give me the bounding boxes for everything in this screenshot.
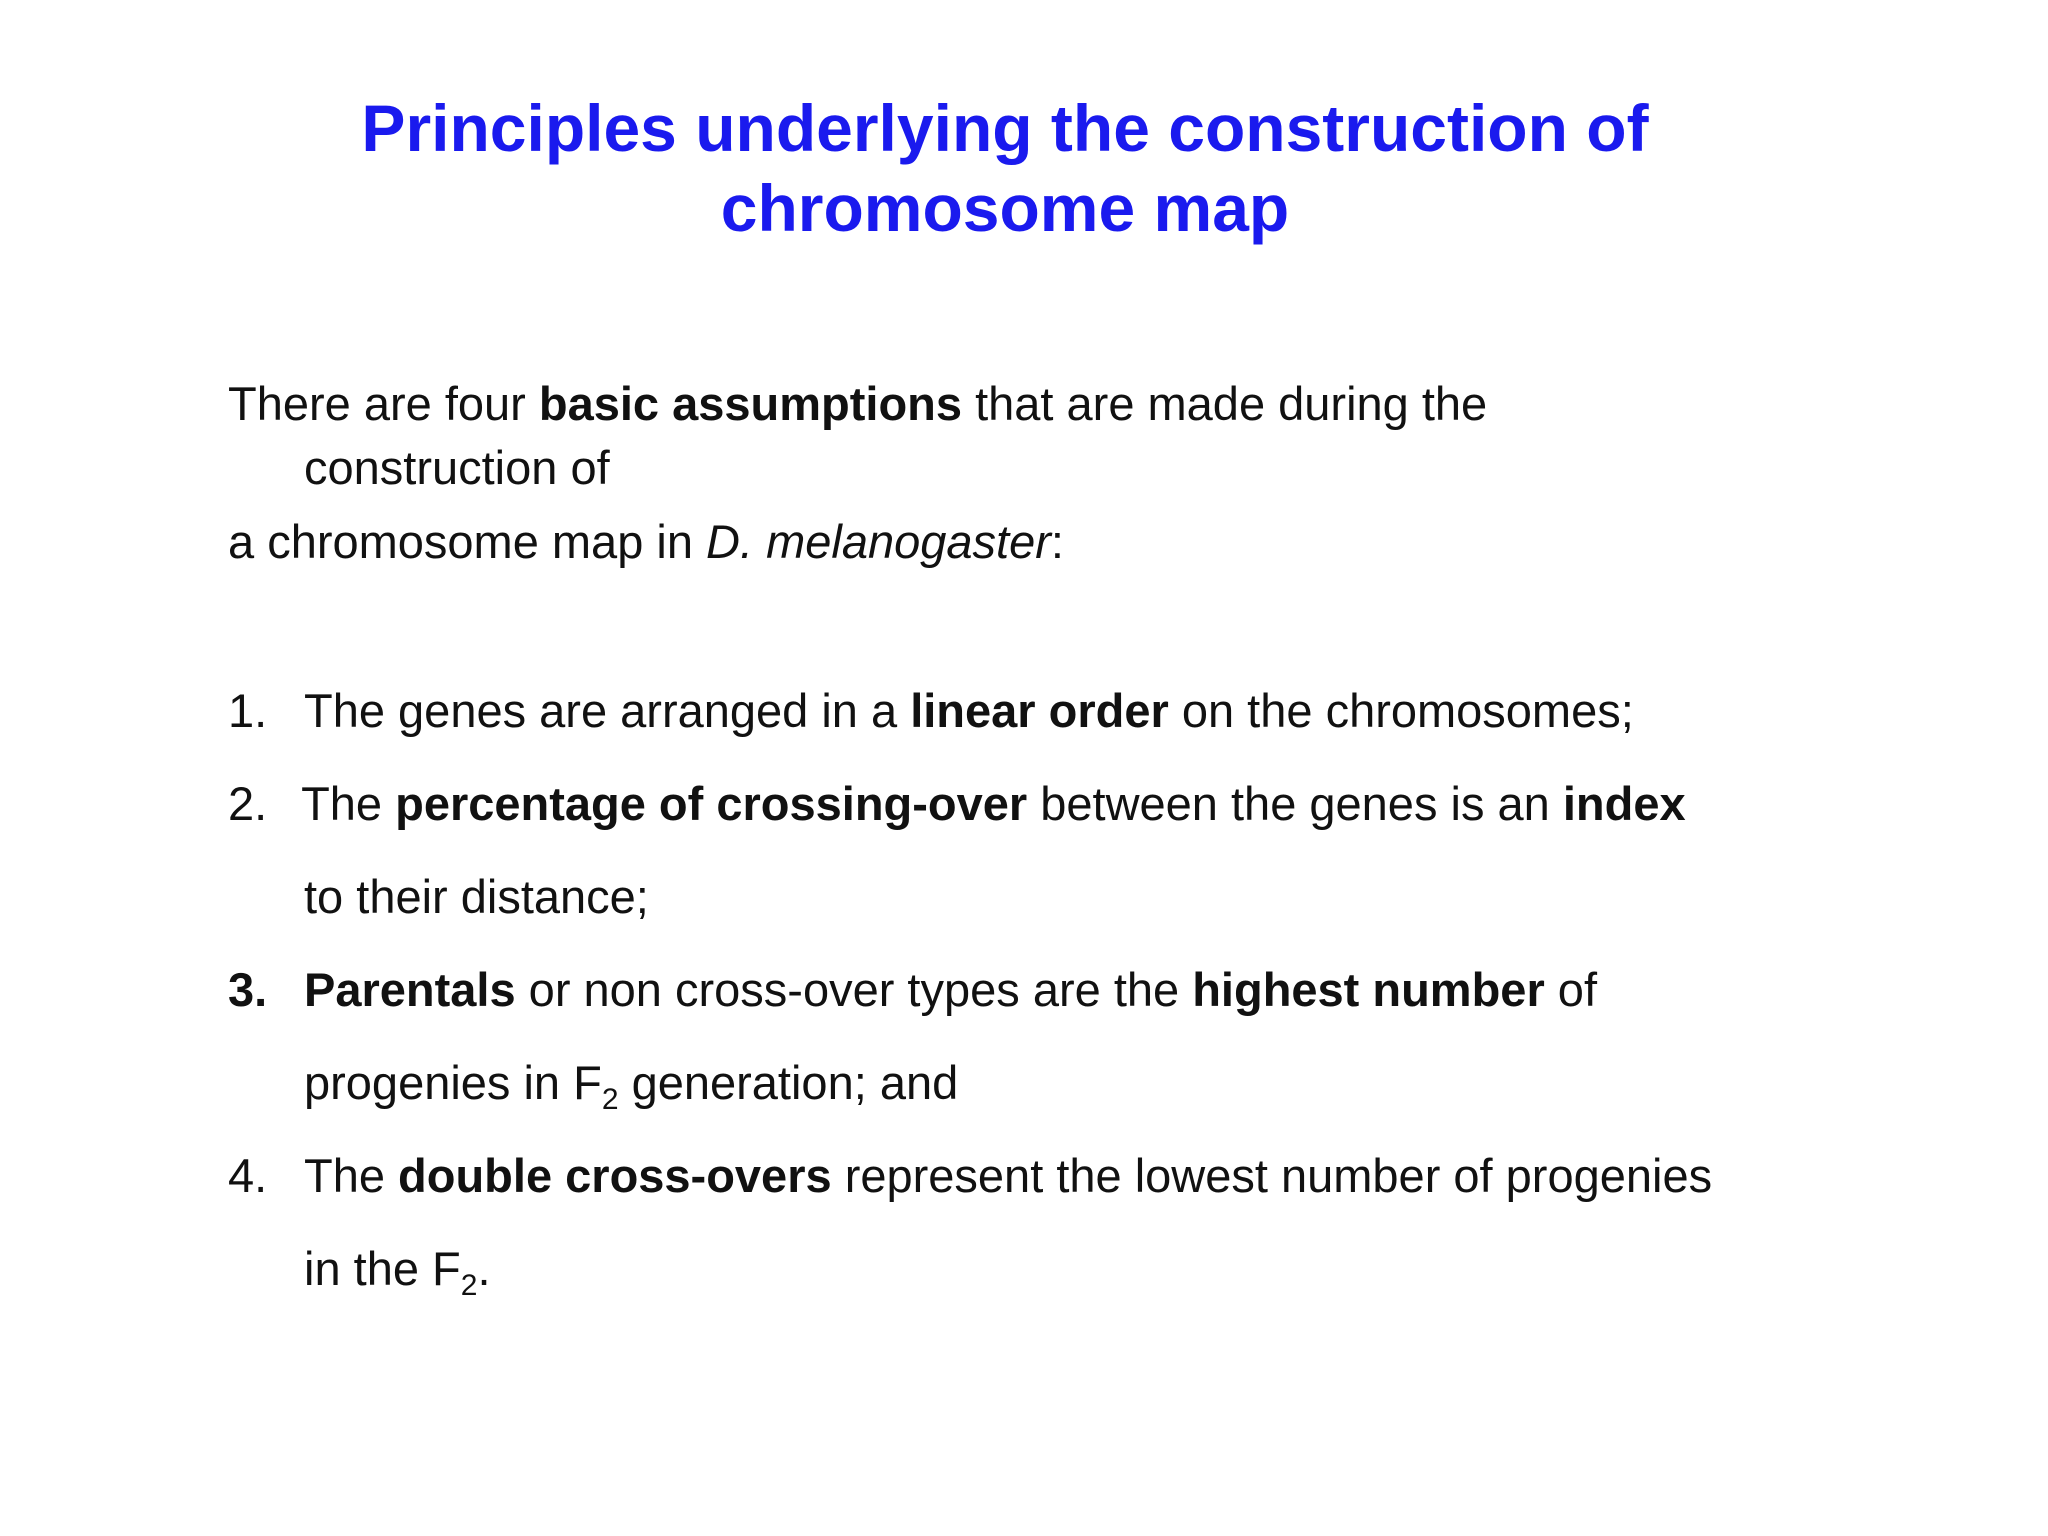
list-text: on the chromosomes; — [1168, 684, 1634, 737]
list-item — [228, 1129, 1928, 1315]
list-text: The genes are arranged in a — [304, 684, 911, 737]
list-bold-text: highest number — [1192, 963, 1545, 1016]
intro-text: that are made during the — [962, 377, 1488, 430]
list-item-text — [304, 1129, 1928, 1222]
list-item — [228, 943, 1928, 1129]
intro-line-3 — [228, 510, 1928, 574]
list-bold-text: index — [1562, 777, 1686, 830]
list-item-continuation — [304, 1036, 1928, 1129]
list-item-text — [304, 664, 1928, 757]
intro-text: : — [1050, 515, 1064, 568]
list-item-text — [304, 943, 1928, 1036]
title-line-2: chromosome map — [720, 171, 1290, 245]
species-name: D. melanogaster — [706, 515, 1051, 568]
list-text: in the F — [304, 1242, 461, 1295]
list-text: between the genes is an — [1027, 777, 1563, 830]
list-text: generation; and — [618, 1056, 959, 1109]
slide-title — [0, 88, 2010, 248]
list-text: progenies in F — [304, 1056, 602, 1109]
subscript: 2 — [601, 1083, 619, 1116]
list-number: 2. — [228, 777, 268, 830]
intro-line-2: construction of — [304, 441, 610, 494]
list-text: represent the lowest number of progenies — [831, 1149, 1713, 1202]
list-item — [228, 664, 1928, 757]
title-line-1: Principles underlying the construction of — [361, 91, 1649, 165]
assumptions-list — [228, 664, 1928, 1315]
list-text: . — [477, 1242, 491, 1295]
list-bold-text: double cross-overs — [398, 1149, 832, 1202]
list-bold-text: percentage of crossing-over — [395, 777, 1028, 830]
list-text: The — [288, 777, 396, 830]
list-text: The — [304, 1149, 399, 1202]
list-number: 4. — [228, 1149, 268, 1202]
list-item-continuation: to their distance; — [304, 870, 649, 923]
list-item — [228, 757, 1928, 943]
list-item-text — [288, 757, 1928, 850]
intro-line-1 — [228, 372, 1928, 436]
list-number: 1. — [228, 684, 268, 737]
intro-text: There are four — [228, 377, 539, 430]
list-bold-text: linear order — [910, 684, 1169, 737]
intro-bold-text: basic assumptions — [538, 377, 963, 430]
list-text: of — [1544, 963, 1598, 1016]
intro-text: a chromosome map in — [228, 515, 707, 568]
list-text: or non cross-over types are the — [515, 963, 1193, 1016]
list-bold-text: Parentals — [304, 963, 516, 1016]
intro-paragraph — [228, 372, 1928, 574]
list-item-continuation — [304, 1222, 1928, 1315]
list-number: 3. — [228, 963, 268, 1016]
subscript: 2 — [460, 1269, 478, 1302]
